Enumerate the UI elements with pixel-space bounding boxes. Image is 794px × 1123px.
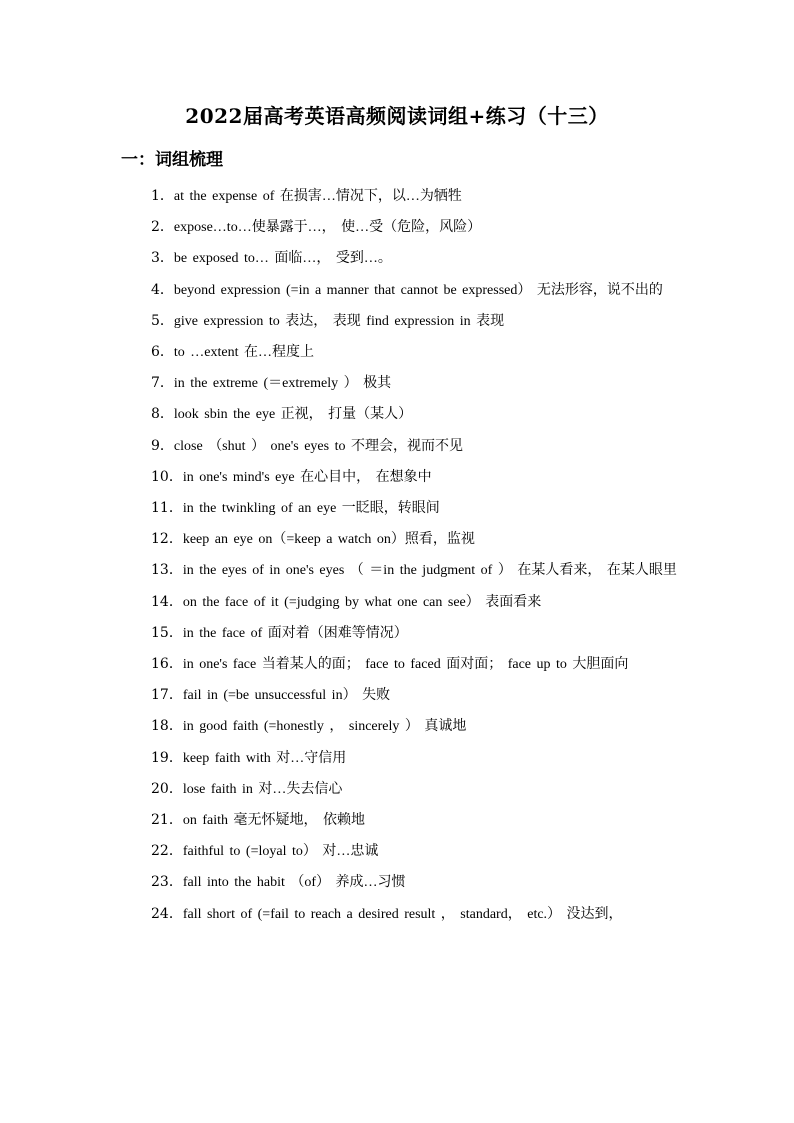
item-text: give expression to 表达， 表现 find expression in 表现 xyxy=(173,313,505,329)
item-number: 12． xyxy=(151,531,183,548)
list-item xyxy=(121,680,677,711)
item-number: 5． xyxy=(151,312,174,329)
item-number: 8． xyxy=(151,406,174,423)
item-text: in the face of 面对着（困难等情况） xyxy=(182,625,408,641)
item-number: 23． xyxy=(151,874,183,891)
list-item xyxy=(121,587,677,618)
item-number: 13． xyxy=(151,562,183,579)
list-item xyxy=(121,243,677,274)
item-number: 19． xyxy=(151,749,183,766)
item-number: 21． xyxy=(151,812,183,829)
list-item xyxy=(121,431,677,462)
list-item xyxy=(121,867,677,898)
item-number: 14． xyxy=(151,593,183,610)
list-item xyxy=(121,711,677,742)
list-item xyxy=(121,805,677,836)
page-title: 2022届高考英语高频阅读词组+练习（十三） xyxy=(185,104,609,128)
item-text: in the extreme (＝extremely ） 极其 xyxy=(173,376,392,392)
item-number: 10． xyxy=(151,468,183,485)
list-item xyxy=(121,743,677,774)
item-text: keep faith with 对…守信用 xyxy=(182,750,347,766)
section-heading: 一：词组梳理 xyxy=(121,150,223,170)
list-item xyxy=(121,462,677,493)
item-number: 1． xyxy=(151,188,174,204)
item-text: in one's face 当着某人的面； face to faced 面对面； face up to 大胆面向 xyxy=(182,657,629,673)
item-text: to …extent 在…程度上 xyxy=(173,345,315,361)
list-item xyxy=(121,524,677,555)
item-number: 6． xyxy=(151,344,174,361)
item-number: 7． xyxy=(151,375,174,392)
list-item xyxy=(121,555,677,586)
item-text: fall into the habit （of） 养成…习惯 xyxy=(182,875,406,891)
item-text: fall short of (=fail to reach a desired result ， standard， etc.） 没达到， xyxy=(182,906,623,922)
list-item xyxy=(121,399,677,430)
list-item xyxy=(121,836,677,867)
item-number: 15． xyxy=(151,624,183,641)
item-text: beyond expression (=in a manner that cannot be expressed） 无法形容，说不出的 xyxy=(173,282,663,298)
phrase-list xyxy=(121,181,677,930)
item-number: 4． xyxy=(151,281,174,298)
list-item xyxy=(121,899,677,930)
item-number: 11． xyxy=(151,500,183,517)
list-item xyxy=(121,337,677,368)
list-item xyxy=(121,774,677,805)
item-text: in the twinkling of an eye 一眨眼，转眼间 xyxy=(182,501,440,517)
item-number: 3． xyxy=(151,250,174,267)
item-text: in the eyes of in one's eyes （ ＝in the judgment of ） 在某人看来， 在某人眼里 xyxy=(182,563,677,579)
item-text: lose faith in 对…失去信心 xyxy=(182,781,343,797)
item-text: in good faith (=honestly ， sincerely ） 真诚地 xyxy=(182,719,467,735)
list-item xyxy=(121,275,677,306)
list-item xyxy=(121,618,677,649)
list-item xyxy=(121,181,677,212)
item-text: keep an eye on（=keep a watch on）照看，监视 xyxy=(182,532,475,548)
list-item xyxy=(121,493,677,524)
item-number: 16． xyxy=(151,656,183,673)
item-number: 24． xyxy=(151,905,183,922)
item-text: on the face of it (=judging by what one can see） 表面看来 xyxy=(182,594,542,610)
item-number: 2． xyxy=(151,219,174,236)
item-text: fail in (=be unsuccessful in） 失败 xyxy=(182,688,391,704)
item-text: at the expense of 在损害…情况下，以…为牺牲 xyxy=(173,189,462,204)
item-text: close （shut ） one's eyes to 不理会，视而不见 xyxy=(173,438,463,454)
item-text: on faith 毫无怀疑地， 依赖地 xyxy=(182,813,365,829)
item-text: look sbin the eye 正视， 打量（某人） xyxy=(173,407,413,423)
item-number: 17． xyxy=(151,687,183,704)
item-text: faithful to (=loyal to） 对…忠诚 xyxy=(182,844,379,860)
item-text: in one's mind's eye 在心目中， 在想象中 xyxy=(182,469,432,485)
list-item xyxy=(121,368,677,399)
item-number: 22． xyxy=(151,843,183,860)
item-number: 20． xyxy=(151,780,183,797)
item-number: 9． xyxy=(151,437,174,454)
list-item xyxy=(121,306,677,337)
item-number: 18． xyxy=(151,718,183,735)
list-item xyxy=(121,212,677,243)
item-text: expose…to…使暴露于…， 使…受（危险，风险） xyxy=(173,220,482,236)
item-text: be exposed to… 面临…， 受到…。 xyxy=(173,251,392,267)
list-item xyxy=(121,649,677,680)
